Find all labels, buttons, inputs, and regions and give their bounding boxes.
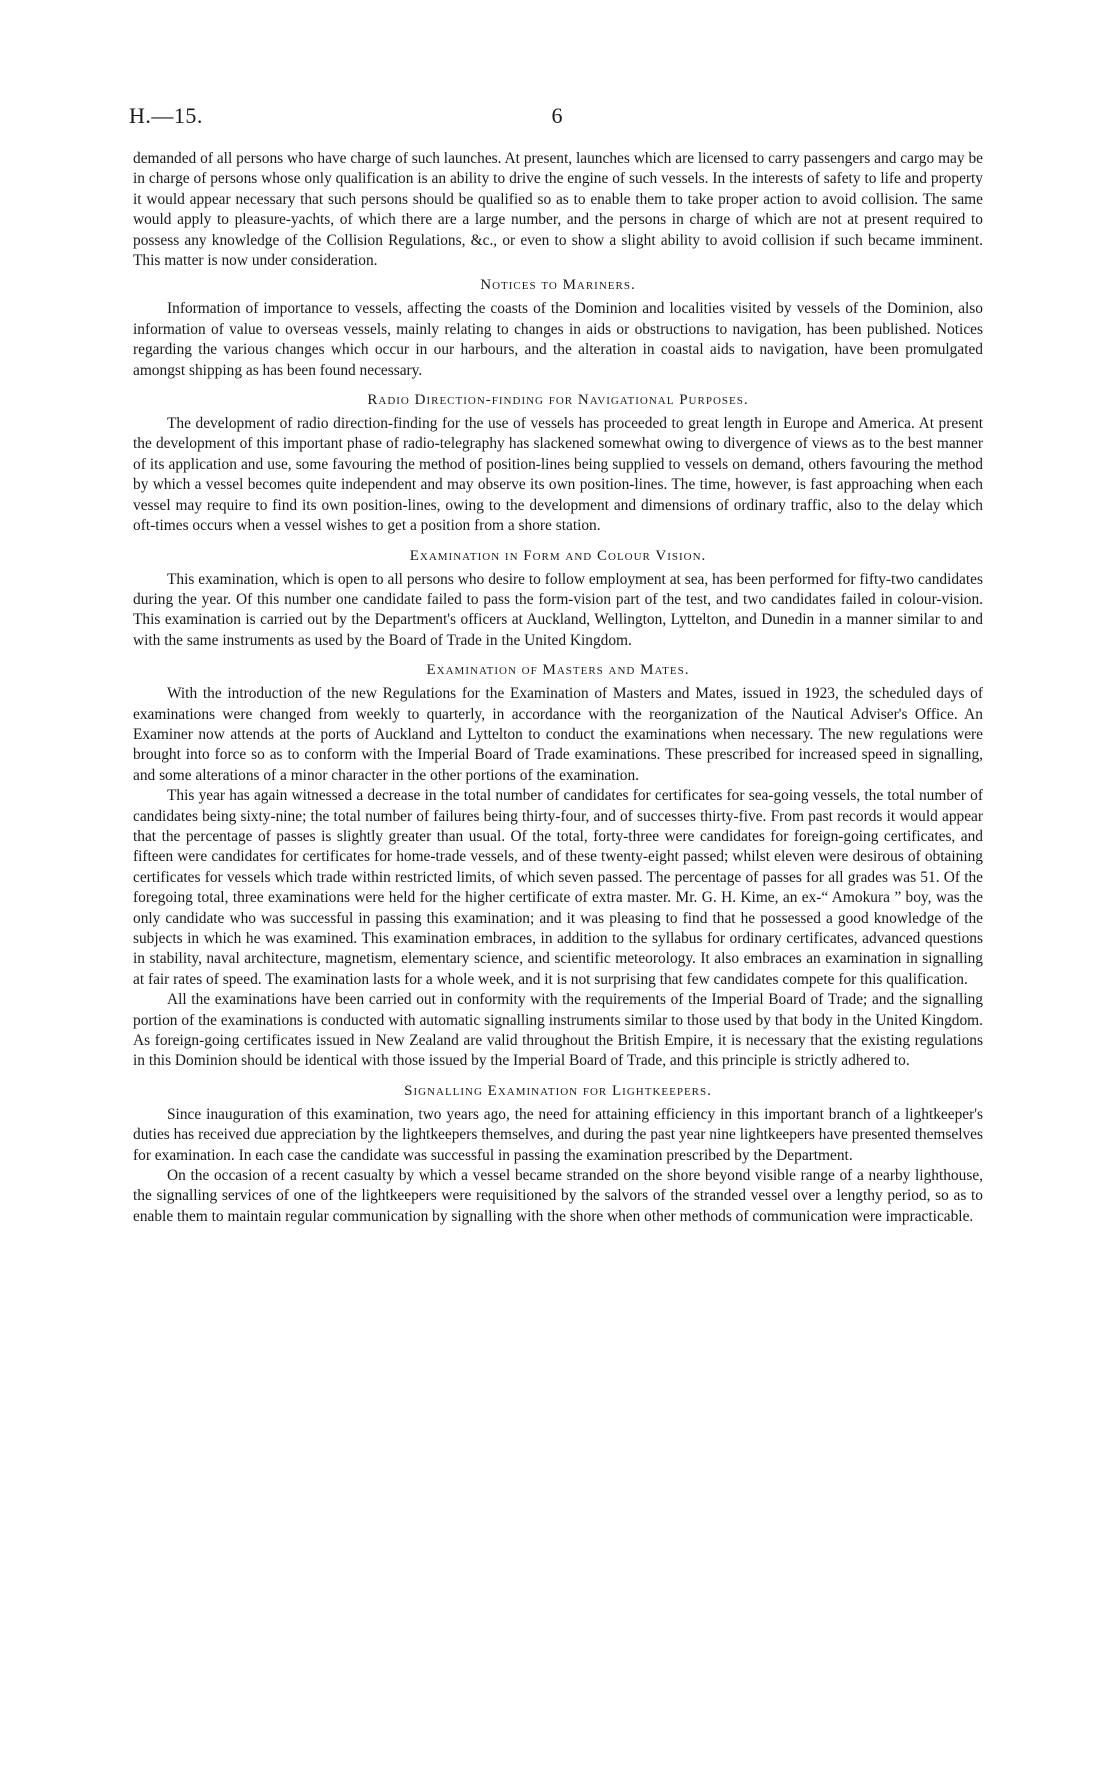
paragraph: With the introduction of the new Regulations for the Examination of Masters and Mates, issued in 1923, the scheduled days of examinations were changed from weekly to quarterly, in accordance with the reorganization of the Nautical Adviser's Office. An Examiner now attends at the ports of Auckland and Lyttelton to conduct the examinations when necessary. The new regulations were brought into force so as to conform with the Imperial Board of Trade examinations. These prescribed for increased speed in signalling, and some alterations of a minor character in the other portions of the examination. — [133, 685, 983, 784]
paragraph: Since inauguration of this examination, two years ago, the need for attaining efficiency in this important branch of a lightkeeper's duties has received due appreciation by the lightkeepers themselves, and during the past year nine lightkeepers have presented themselves for examination. In each case the candidate was successful in passing the examination prescribed by the Department. — [133, 1105, 983, 1164]
paragraph: This examination, which is open to all persons who desire to follow employment at sea, has been performed for fifty-two candidates during the year. Of this number one candidate failed to pass the form-vision part of the test, and two candidates failed in colour-vision. This examination is carried out by the Department's officers at Auckland, Wellington, Lyttelton, and Dunedin in a manner similar to and with the same instruments as used by the Board of Trade in the United Kingdom. — [133, 570, 983, 649]
paragraph: demanded of all persons who have charge of such launches. At present, launches which are licensed to carry passengers and cargo may be in charge of persons whose only qualification is an ability to drive the engine of such vessels. In the interests of safety to life and property it would appear necessary that such persons should be qualified so as to enable them to take proper action to avoid collision. The same would apply to pleasure-yachts, of which there are a large number, and the persons in charge of which are not at present required to possess any knowledge of the Collision Regulations, &c., or even to show a slight ability to avoid collision if such became imminent. This matter is now under consideration. — [133, 150, 983, 270]
section-heading-notices-to-mariners: Notices to Mariners. — [480, 277, 636, 294]
section-heading-form-colour-vision: Examination in Form and Colour Vision. — [409, 547, 707, 564]
document-body — [133, 149, 983, 1227]
paragraph: All the examinations have been carried out in conformity with the requirements of the Imperial Board of Trade; and the signalling portion of the examinations is conducted with automatic signalling instruments similar to those used by that body in the United Kingdom. As foreign-going certificates issued in New Zealand are valid throughout the British Empire, it is necessary that the existing regulations in this Dominion should be identical with those issued by the Imperial Board of Trade, and this principle is strictly adhered to. — [133, 991, 983, 1070]
paragraph: The development of radio direction-finding for the use of vessels has proceeded to great length in Europe and America. At present the development of this important phase of radio-telegraphy has slackened somewhat owing to divergence of views as to the best manner of its application and use, some favouring the method of position-lines being supplied to vessels on demand, others favouring the method by which a vessel becomes quite independent and may observe its own position-lines. The time, however, is fast approaching when each vessel may require to find its own position-lines, owing to the development and dimensions of ordinary traffic, also to the delay which oft-times occurs when a vessel wishes to get a position from a shore station. — [133, 415, 983, 535]
paragraph: This year has again witnessed a decrease in the total number of candidates for certificates for sea-going vessels, the total number of candidates being sixty-nine; the total number of failures being thirty-four, and of successes thirty-five. From past records it would appear that the percentage of passes is slightly greater than usual. Of the total, forty-three were candidates for foreign-going certificates, and fifteen were candidates for certificates for home-trade vessels, and of these twenty-eight passed; whilst eleven were desirous of obtaining certificates for vessels which trade within restricted limits, of which seven passed. The percentage of passes for all grades was 51. Of the foregoing total, three examinations were held for the higher certificate of extra master. Mr. G. H. Kime, an ex-“ Amokura ” boy, was the only candidate who was successful in passing this examination; and it was pleasing to find that he possessed a good knowledge of the subjects in which he was examined. This examination embraces, in addition to the syllabus for ordinary certificates, advanced questions in stability, naval architecture, magnetism, elementary science, and scientific meteorology. It also embraces an examination in signalling at fair rates of speed. The examination lasts for a whole week, and it is not surprising that few candidates compete for this qualification. — [133, 787, 983, 988]
page-reference: H.—15. — [129, 103, 203, 128]
page-number: 6 — [551, 103, 563, 128]
section-heading-masters-and-mates: Examination of Masters and Mates. — [426, 662, 690, 679]
section-heading-signalling-lightkeepers: Signalling Examination for Lightkeepers. — [404, 1082, 712, 1099]
paragraph: Information of importance to vessels, affecting the coasts of the Dominion and localities visited by vessels of the Dominion, also information of value to overseas vessels, mainly relating to changes in aids or obstructions to navigation, has been published. Notices regarding the various changes which occur in our harbours, and the alteration in coastal aids to navigation, have been promulgated amongst shipping as has been found necessary. — [133, 300, 983, 379]
paragraph: On the occasion of a recent casualty by which a vessel became stranded on the shore beyond visible range of a nearby lighthouse, the signalling services of one of the lightkeepers were requisitioned by the salvors of the stranded vessel over a lengthy period, so as to enable them to maintain regular communication by signalling with the shore when other methods of communication were impracticable. — [133, 1167, 983, 1225]
page-header — [129, 103, 985, 133]
section-heading-radio-direction-finding: Radio Direction-finding for Navigational Purposes. — [367, 392, 749, 409]
